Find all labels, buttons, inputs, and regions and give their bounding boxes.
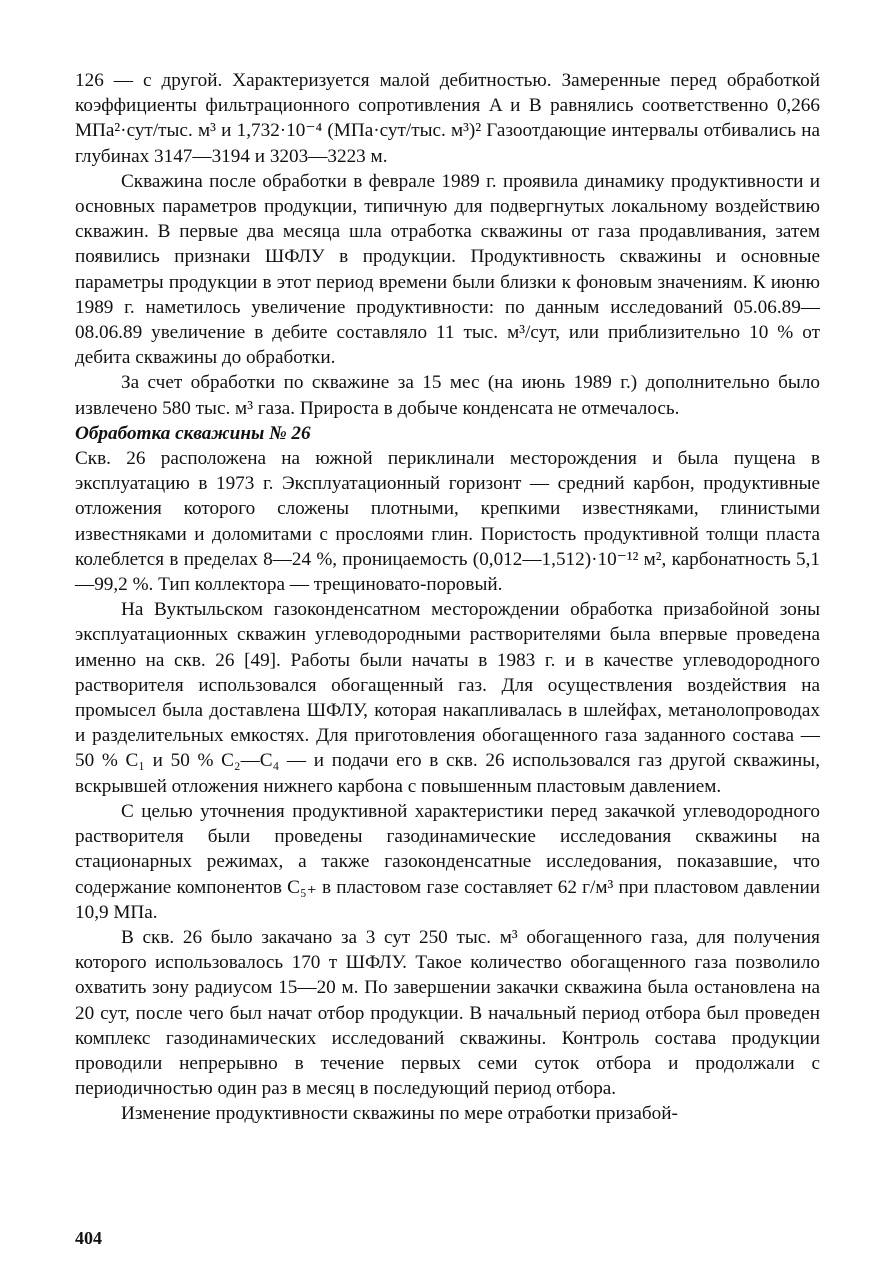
- paragraph: Скв. 26 расположена на южной периклинали месторождения и была пущена в эксплуатацию в 1973 г. Эксплуатационный горизонт — средний карбон, продуктивные отложения которого сложены плотными, крепкими известняками, глинистыми известняками и доломитами с прослоями глин. Пористость продуктивной толщи пласта колеблется в пределах 8—24 %, проницаемость (0,012—1,512)·10⁻¹² м², карбонатность 5,1—99,2 %. Тип коллектора — трещиновато-поровый.: [75, 448, 820, 596]
- paragraph: Изменение продуктивности скважины по мере отработки призабой-: [121, 1103, 678, 1125]
- paragraph: За счет обработки по скважине за 15 мес (на июнь 1989 г.) дополнительно было извлечено 580 тыс. м³ газа. Прироста в добыче конденсата не отмечалось.: [75, 372, 820, 419]
- page-number: 404: [75, 1228, 102, 1248]
- page-body: [75, 68, 820, 1127]
- section-heading: Обработка скважины № 26: [75, 422, 311, 444]
- paragraph: Скважина после обработки в феврале 1989 г. проявила динамику продуктивности и основных параметров продукции, типичную для подвергнутых локальному воздействию скважин. В первые два месяца шла отработка скважины от газа продавливания, затем появились признаки ШФЛУ в продукции. Продуктивность скважины и основные параметры продукции в этот период времени были близки к фоновым значениям. К июню 1989 г. наметилось увеличение продуктивности: по данным исследований 05.06.89—08.06.89 увеличение в дебите составляло 11 тыс. м³/сут, или приблизительно 10 % от дебита скважины до обработки.: [75, 170, 820, 369]
- paragraph: 126 — с другой. Характеризуется малой дебитностью. Замеренные перед обработкой коэффициенты фильтрационного сопротивления A и B равнялись соответственно 0,266 МПа²·сут/тыс. м³ и 1,732·10⁻⁴ (МПа·сут/тыс. м³)² Газоотдающие интервалы отбивались на глубинах 3147—3194 и 3203—3223 м.: [75, 70, 820, 167]
- paragraph: На Вуктыльском газоконденсатном месторождении обработка призабойной зоны эксплуатационных скважин углеводородными растворителями была впервые проведена именно на скв. 26 [49]. Работы были начаты в 1983 г. и в качестве углеводородного растворителя использовался обогащенный газ. Для осуществления воздействия на промысел была доставлена ШФЛУ, которая накапливалась в шлейфах, метанолопроводах и разделительных емкостях. Для приготовления обогащенного газа заданного состава — 50 % C₁ и 50 % C₂—C₄ — и подачи его в скв. 26 использовался газ другой скважины, вскрывшей отложения нижнего карбона с повышенным пластовым давлением.: [75, 599, 820, 797]
- paragraph: В скв. 26 было закачано за 3 сут 250 тыс. м³ обогащенного газа, для получения которого использовалось 170 т ШФЛУ. Такое количество обогащенного газа позволило охватить зону радиусом 15—20 м. По завершении закачки скважина была остановлена на 20 сут, после чего был начат отбор продукции. В начальный период отбора был проведен комплекс газодинамических исследований скважины. Контроль состава продукции проводили непрерывно в течение первых семи суток отбора и продолжали с периодичностью один раз в месяц в последующий период отбора.: [75, 926, 820, 1100]
- paragraph: С целью уточнения продуктивной характеристики перед закачкой углеводородного растворителя были проведены газодинамические исследования скважины на стационарных режимах, а также газоконденсатные исследования, показавшие, что содержание компонентов C₅₊ в пластовом газе составляет 62 г/м³ при пластовом давлении 10,9 МПа.: [75, 800, 820, 923]
